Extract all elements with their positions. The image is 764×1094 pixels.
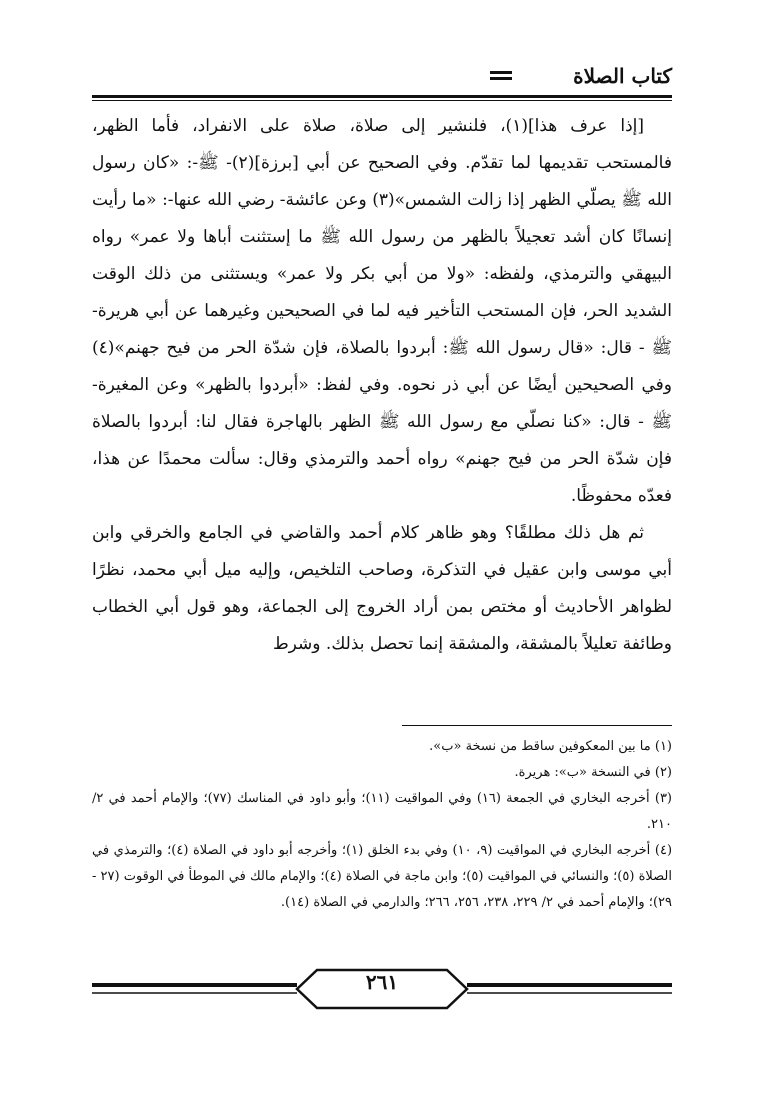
running-header: [92, 62, 672, 102]
paragraph: [إذا عرف هذا](١)، فلنشير إلى صلاة، صلاة على الانفراد، فأما الظهر، فالمستحب تقديمها لما تقدّم. وفي الصحيح عن أبي [برزة](٢)- ﷺ-: «كان رسول الله ﷺ يصلّي الظهر إذا زالت الشمس»(٣) وعن عائشة- رضي الله عنها-: «ما رأيت إنسانًا كان أشد تعجيلاً بالظهر من رسول الله ﷺ ما إستثنت أباها ولا عمر» رواه البيهقي والترمذي، ولفظه: «ولا من أبي بكر ولا عمر» ويستثنى من ذلك الوقت الشديد الحر، فإن المستحب التأخير فيه لما في الصحيحين وغيرهما عن أبي هريرة- ﷺ - قال: «قال رسول الله ﷺ: أبردوا بالصلاة، فإن شدّة الحر من فيح جهنم»(٤) وفي الصحيحين أيضًا عن أبي ذر نحوه. وفي لفظ: «أبردوا بالظهر» وعن المغيرة- ﷺ - قال: «كنا نصلّي مع رسول الله ﷺ الظهر بالهاجرة فقال لنا: أبردوا بالصلاة فإن شدّة الحر من فيح جهنم» رواه أحمد والترمذي وقال: سألت محمدًا عن هذا، فعدّه محفوظًا.: [92, 116, 672, 506]
page-number: ٢٦١: [365, 970, 399, 994]
header-rule-thin: [92, 100, 672, 101]
header-ornament: [490, 71, 512, 83]
header-rule: [92, 95, 672, 98]
main-text: [92, 108, 672, 663]
footnote: (٤) أخرجه البخاري في المواقيت (٩، ١٠) وفي بدء الخلق (١)؛ وأخرجه أبو داود في الصلاة (٤)؛ والترمذي في الصلاة (٥)؛ والنسائي في المواقيت (٥)؛ وابن ماجة في الصلاة (٤)؛ والإمام مالك في الموطأ في الوقوت (٢٧ - ٢٩)؛ والإمام أحمد في ٢/ ٢٢٩، ٢٣٨، ٢٥٦، ٢٦٦؛ والدارمي في الصلاة (١٤).: [92, 843, 673, 910]
chapter-title: كتاب الصلاة: [573, 64, 672, 88]
footnote: (١) ما بين المعكوفين ساقط من نسخة «ب».: [429, 739, 672, 754]
footnotes: [92, 734, 672, 916]
footnote: (٢) في النسخة «ب»: هريرة.: [514, 765, 672, 780]
footnote-separator: [402, 725, 672, 726]
page-footer: [92, 960, 672, 1020]
paragraph: ثم هل ذلك مطلقًا؟ وهو ظاهر كلام أحمد والقاضي في الجامع والخرقي وابن أبي موسى وابن عقيل في التذكرة، وصاحب التلخيص، وإليه ميل أبي محمد، نظرًا لظواهر الأحاديث أو مختص بمن أراد الخروج إلى الجماعة، وهو قول أبي الخطاب وطائفة تعليلاً بالمشقة، والمشقة إنما تحصل بذلك. وشرط: [92, 523, 672, 654]
footnote: (٣) أخرجه البخاري في الجمعة (١٦) وفي المواقيت (١١)؛ وأبو داود في المناسك (٧٧)؛ والإمام أحمد في ٢/ ٢١٠.: [92, 791, 672, 832]
